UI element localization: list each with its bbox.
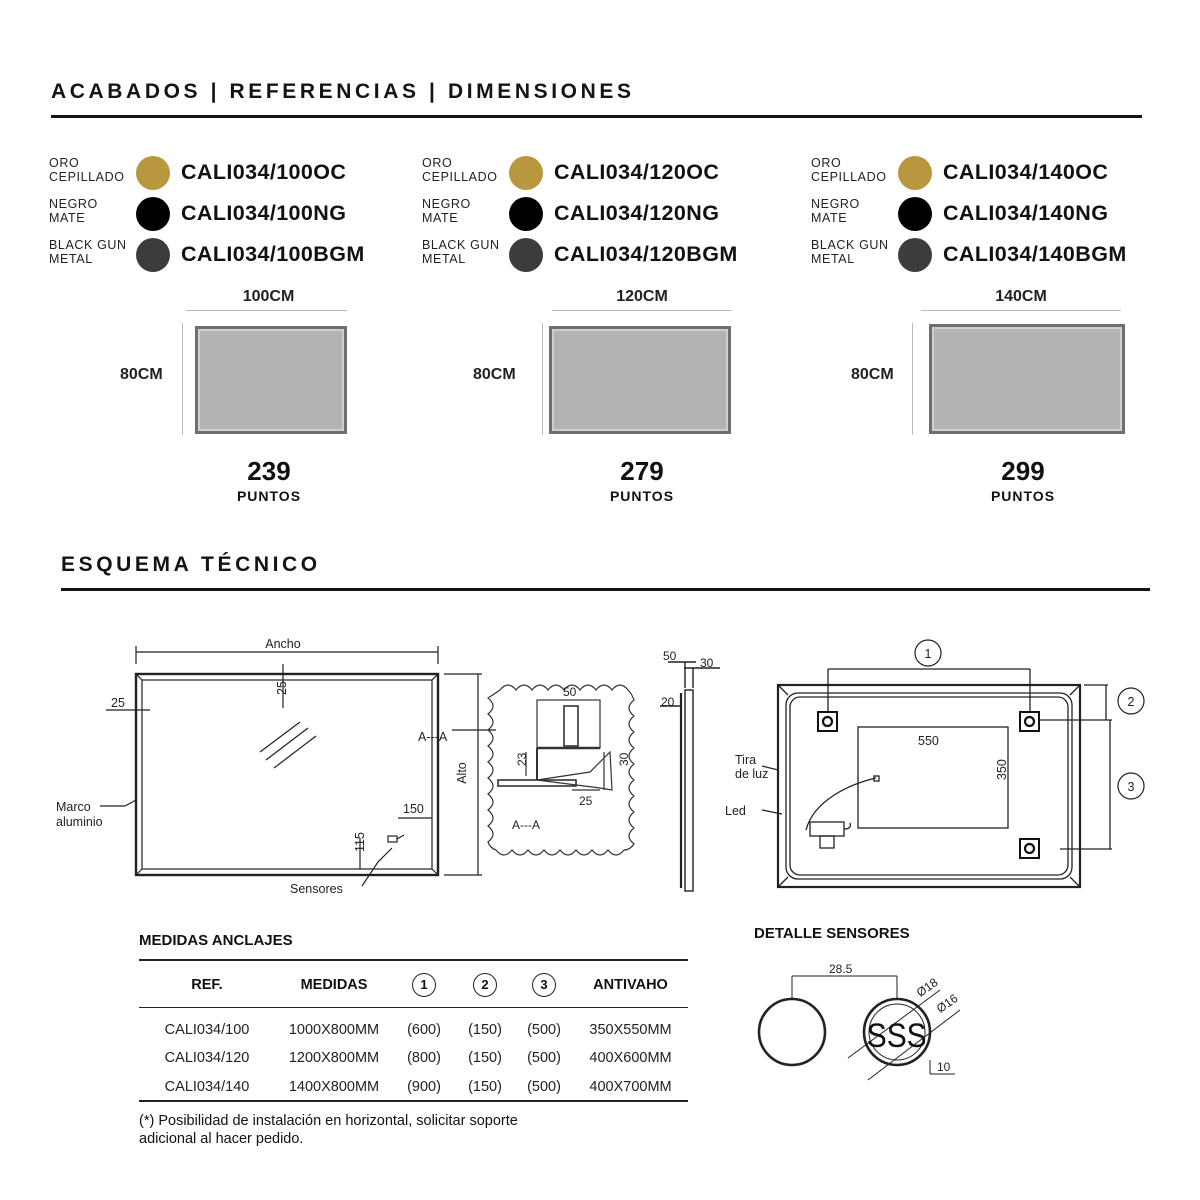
points-label: PUNTOS — [236, 488, 302, 504]
product-ref: CALI034/100BGM — [181, 242, 365, 266]
dim-30-side: 30 — [700, 656, 714, 670]
width-dimension: 140CM — [995, 288, 1047, 305]
table-bottom-rule — [139, 1100, 688, 1102]
marco-label-1: Marco — [56, 800, 91, 814]
dim-d18: Ø18 — [913, 975, 941, 1000]
finish-label: NEGRO MATE — [422, 197, 471, 225]
section-marker: A---A — [418, 730, 448, 744]
tira-label-2: de luz — [735, 767, 769, 781]
ancho-label: Ancho — [265, 637, 301, 651]
cell-medidas: 1400X800MM — [288, 1078, 380, 1095]
side-view-labels — [661, 649, 714, 709]
finish-label: NEGRO MATE — [49, 197, 98, 225]
dim-d16: Ø16 — [933, 991, 961, 1016]
points-label: PUNTOS — [609, 488, 675, 504]
dim-28-5: 28.5 — [829, 962, 853, 976]
cell-c1: (900) — [407, 1078, 441, 1095]
product-ref: CALI034/140NG — [943, 201, 1109, 225]
cell-antivaho: 350X550MM — [589, 1021, 672, 1038]
installation-note: (*) Posibilidad de instalación en horizontal, solicitar soporte adicional al hacer pedido. — [139, 1113, 518, 1147]
cell-c2: (150) — [468, 1078, 502, 1095]
sensores-label: Sensores — [290, 882, 343, 896]
table-row — [139, 1044, 688, 1073]
section-title-esquema: ESQUEMA TÉCNICO — [61, 553, 321, 576]
marco-label-2: aluminio — [56, 815, 103, 829]
cell-c1: (600) — [407, 1021, 441, 1038]
section-title-acabados: ACABADOS | REFERENCIAS | DIMENSIONES — [51, 80, 635, 103]
product-ref: CALI034/140BGM — [943, 242, 1127, 266]
product-ref: CALI034/120BGM — [554, 242, 738, 266]
table-row — [139, 1073, 688, 1102]
cell-antivaho: 400X700MM — [589, 1078, 672, 1095]
table-row — [139, 1016, 688, 1045]
cell-c2: (150) — [468, 1050, 502, 1067]
dim-10: 10 — [937, 1060, 951, 1074]
alto-label: Alto — [455, 762, 469, 784]
cell-c3: (500) — [527, 1078, 561, 1095]
led-label: Led — [725, 804, 746, 818]
header-ref: REF. — [191, 977, 223, 993]
finish-label: ORO CEPILLADO — [49, 156, 125, 184]
cell-c3: (500) — [527, 1021, 561, 1038]
back-view — [762, 669, 1112, 887]
dim-25: 25 — [579, 794, 593, 808]
tira-label-1: Tira — [735, 753, 757, 767]
back-view-labels — [725, 640, 1144, 818]
header-c2: 2 — [455, 963, 515, 1008]
sensor-sss: SSS — [866, 1016, 927, 1055]
width-dimension: 100CM — [242, 288, 295, 305]
front-view-labels — [56, 637, 469, 896]
finish-label: BLACK GUN METAL — [811, 238, 889, 266]
points-value: 299 — [1001, 456, 1045, 486]
cell-ref: CALI034/120 — [164, 1050, 250, 1067]
product-ref: CALI034/120NG — [554, 201, 720, 225]
points-label: PUNTOS — [990, 488, 1056, 504]
finish-label: BLACK GUN METAL — [422, 238, 500, 266]
dim-350: 350 — [995, 759, 1009, 780]
dim-25-top: 25 — [275, 681, 289, 695]
table-header-row — [139, 963, 688, 1008]
table-top-rule — [139, 959, 688, 961]
dim-50: 50 — [563, 685, 577, 699]
points-value: 239 — [247, 456, 291, 486]
finish-label: BLACK GUN METAL — [49, 238, 127, 266]
dim-23: 23 — [515, 752, 529, 766]
header-antivaho: ANTIVAHO — [593, 977, 668, 993]
cell-medidas: 1200X800MM — [288, 1050, 380, 1067]
anchors-title: MEDIDAS ANCLAJES — [139, 932, 293, 949]
circle-1: 1 — [924, 647, 932, 661]
dim-30: 30 — [617, 752, 631, 766]
header-medidas: MEDIDAS — [300, 977, 368, 993]
cell-c2: (150) — [468, 1021, 502, 1038]
product-ref: CALI034/100OC — [181, 160, 347, 184]
sensor-detail-title: DETALLE SENSORES — [754, 925, 910, 942]
anchors-table — [139, 963, 688, 1101]
dim-150: 150 — [403, 802, 424, 816]
dim-50-side: 50 — [663, 649, 677, 663]
section-label: A---A — [512, 818, 540, 832]
finish-label: ORO CEPILLADO — [422, 156, 498, 184]
product-ref: CALI034/120OC — [554, 160, 720, 184]
dim-550: 550 — [918, 734, 939, 748]
dim-25-left: 25 — [111, 696, 125, 710]
circle-3: 3 — [1127, 780, 1135, 794]
circle-2: 2 — [1127, 695, 1135, 709]
height-dimension: 80CM — [120, 366, 163, 383]
cell-antivaho: 400X600MM — [589, 1050, 672, 1067]
cell-medidas: 1000X800MM — [288, 1021, 380, 1038]
height-dimension: 80CM — [473, 366, 516, 383]
points-value: 279 — [620, 456, 664, 486]
dim-115: 115 — [353, 832, 367, 852]
section-detail-labels — [512, 685, 631, 832]
cell-ref: CALI034/100 — [164, 1021, 250, 1038]
finish-label: ORO CEPILLADO — [811, 156, 887, 184]
finish-label: NEGRO MATE — [811, 197, 860, 225]
dim-20-side: 20 — [661, 695, 675, 709]
product-ref: CALI034/100NG — [181, 201, 347, 225]
cell-c1: (800) — [407, 1050, 441, 1067]
width-dimension: 120CM — [616, 288, 668, 305]
product-ref: CALI034/140OC — [943, 160, 1109, 184]
cell-ref: CALI034/140 — [164, 1078, 250, 1095]
header-c1: 1 — [393, 963, 455, 1008]
front-view — [100, 646, 496, 886]
header-c3: 3 — [515, 963, 573, 1008]
cell-c3: (500) — [527, 1050, 561, 1067]
section-detail — [488, 685, 634, 855]
height-dimension: 80CM — [851, 366, 894, 383]
